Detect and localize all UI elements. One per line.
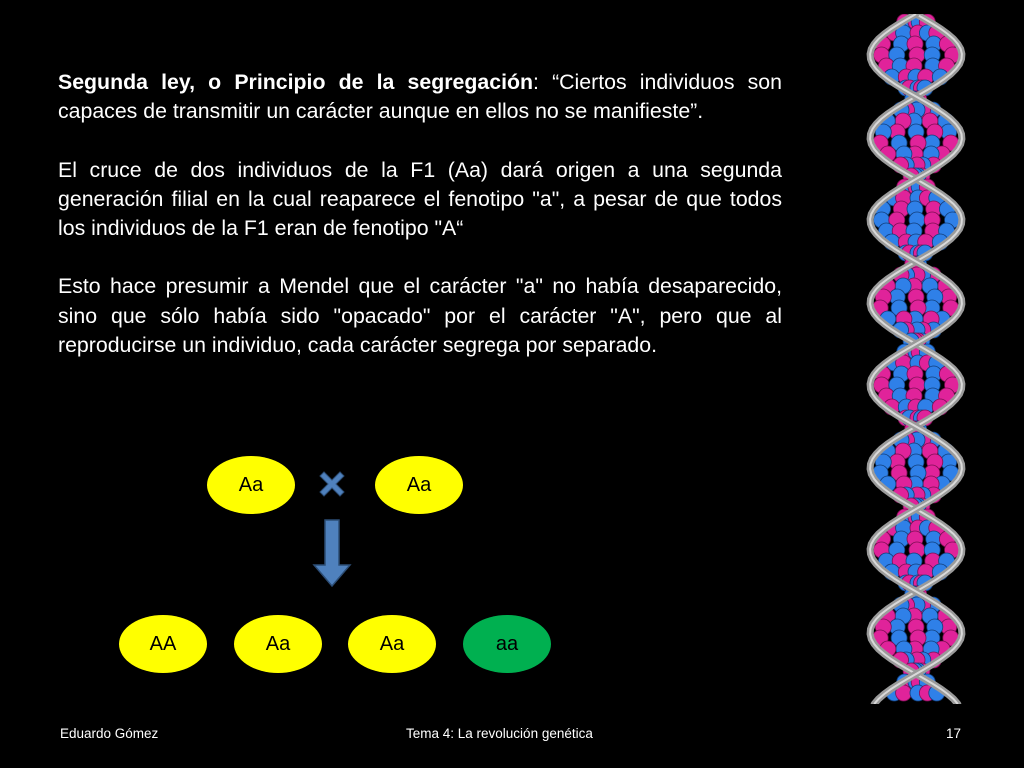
parent-genotype-right: Aa: [375, 456, 463, 514]
dna-helix-image: [846, 14, 986, 704]
parent-genotype-left: Aa: [207, 456, 295, 514]
footer-page-number: 17: [946, 726, 962, 741]
offspring-genotype-recessive: aa: [463, 615, 551, 673]
footer-topic: Tema 4: La revolución genética: [406, 726, 593, 741]
paragraph-f1-cross: El cruce de dos individuos de la F1 (Aa) dará origen a una segunda generación filial en la cual reaparece el fenotipo "a", a pesar de que todos los individuos de la F1 eran de fenotipo "A“: [58, 157, 782, 241]
footer-author: Eduardo Gómez: [60, 726, 159, 741]
law-title: Segunda ley, o Principio de la segregación: [58, 70, 534, 94]
offspring-genotype-heterozygous-1: Aa: [234, 615, 322, 673]
offspring-genotype-heterozygous-2: Aa: [348, 615, 436, 673]
offspring-genotype-aa-dominant: AA: [119, 615, 207, 673]
paragraph-mendel-conclusion: Esto hace presumir a Mendel que el carácter "a" no había desaparecido, sino que sólo había sido "opacado" por el carácter "A", pero que al reproducirse un individuo, cada carácter segrega por separado.: [58, 274, 782, 358]
law-statement: : “Ciertos individuos son capaces de transmitir un carácter aunque en ellos no se manifieste”.: [58, 70, 782, 124]
cross-icon: [317, 469, 347, 499]
paragraph-segregation-law: [58, 68, 782, 127]
arrow-down-icon: [312, 519, 352, 587]
slide-text: [58, 68, 782, 389]
